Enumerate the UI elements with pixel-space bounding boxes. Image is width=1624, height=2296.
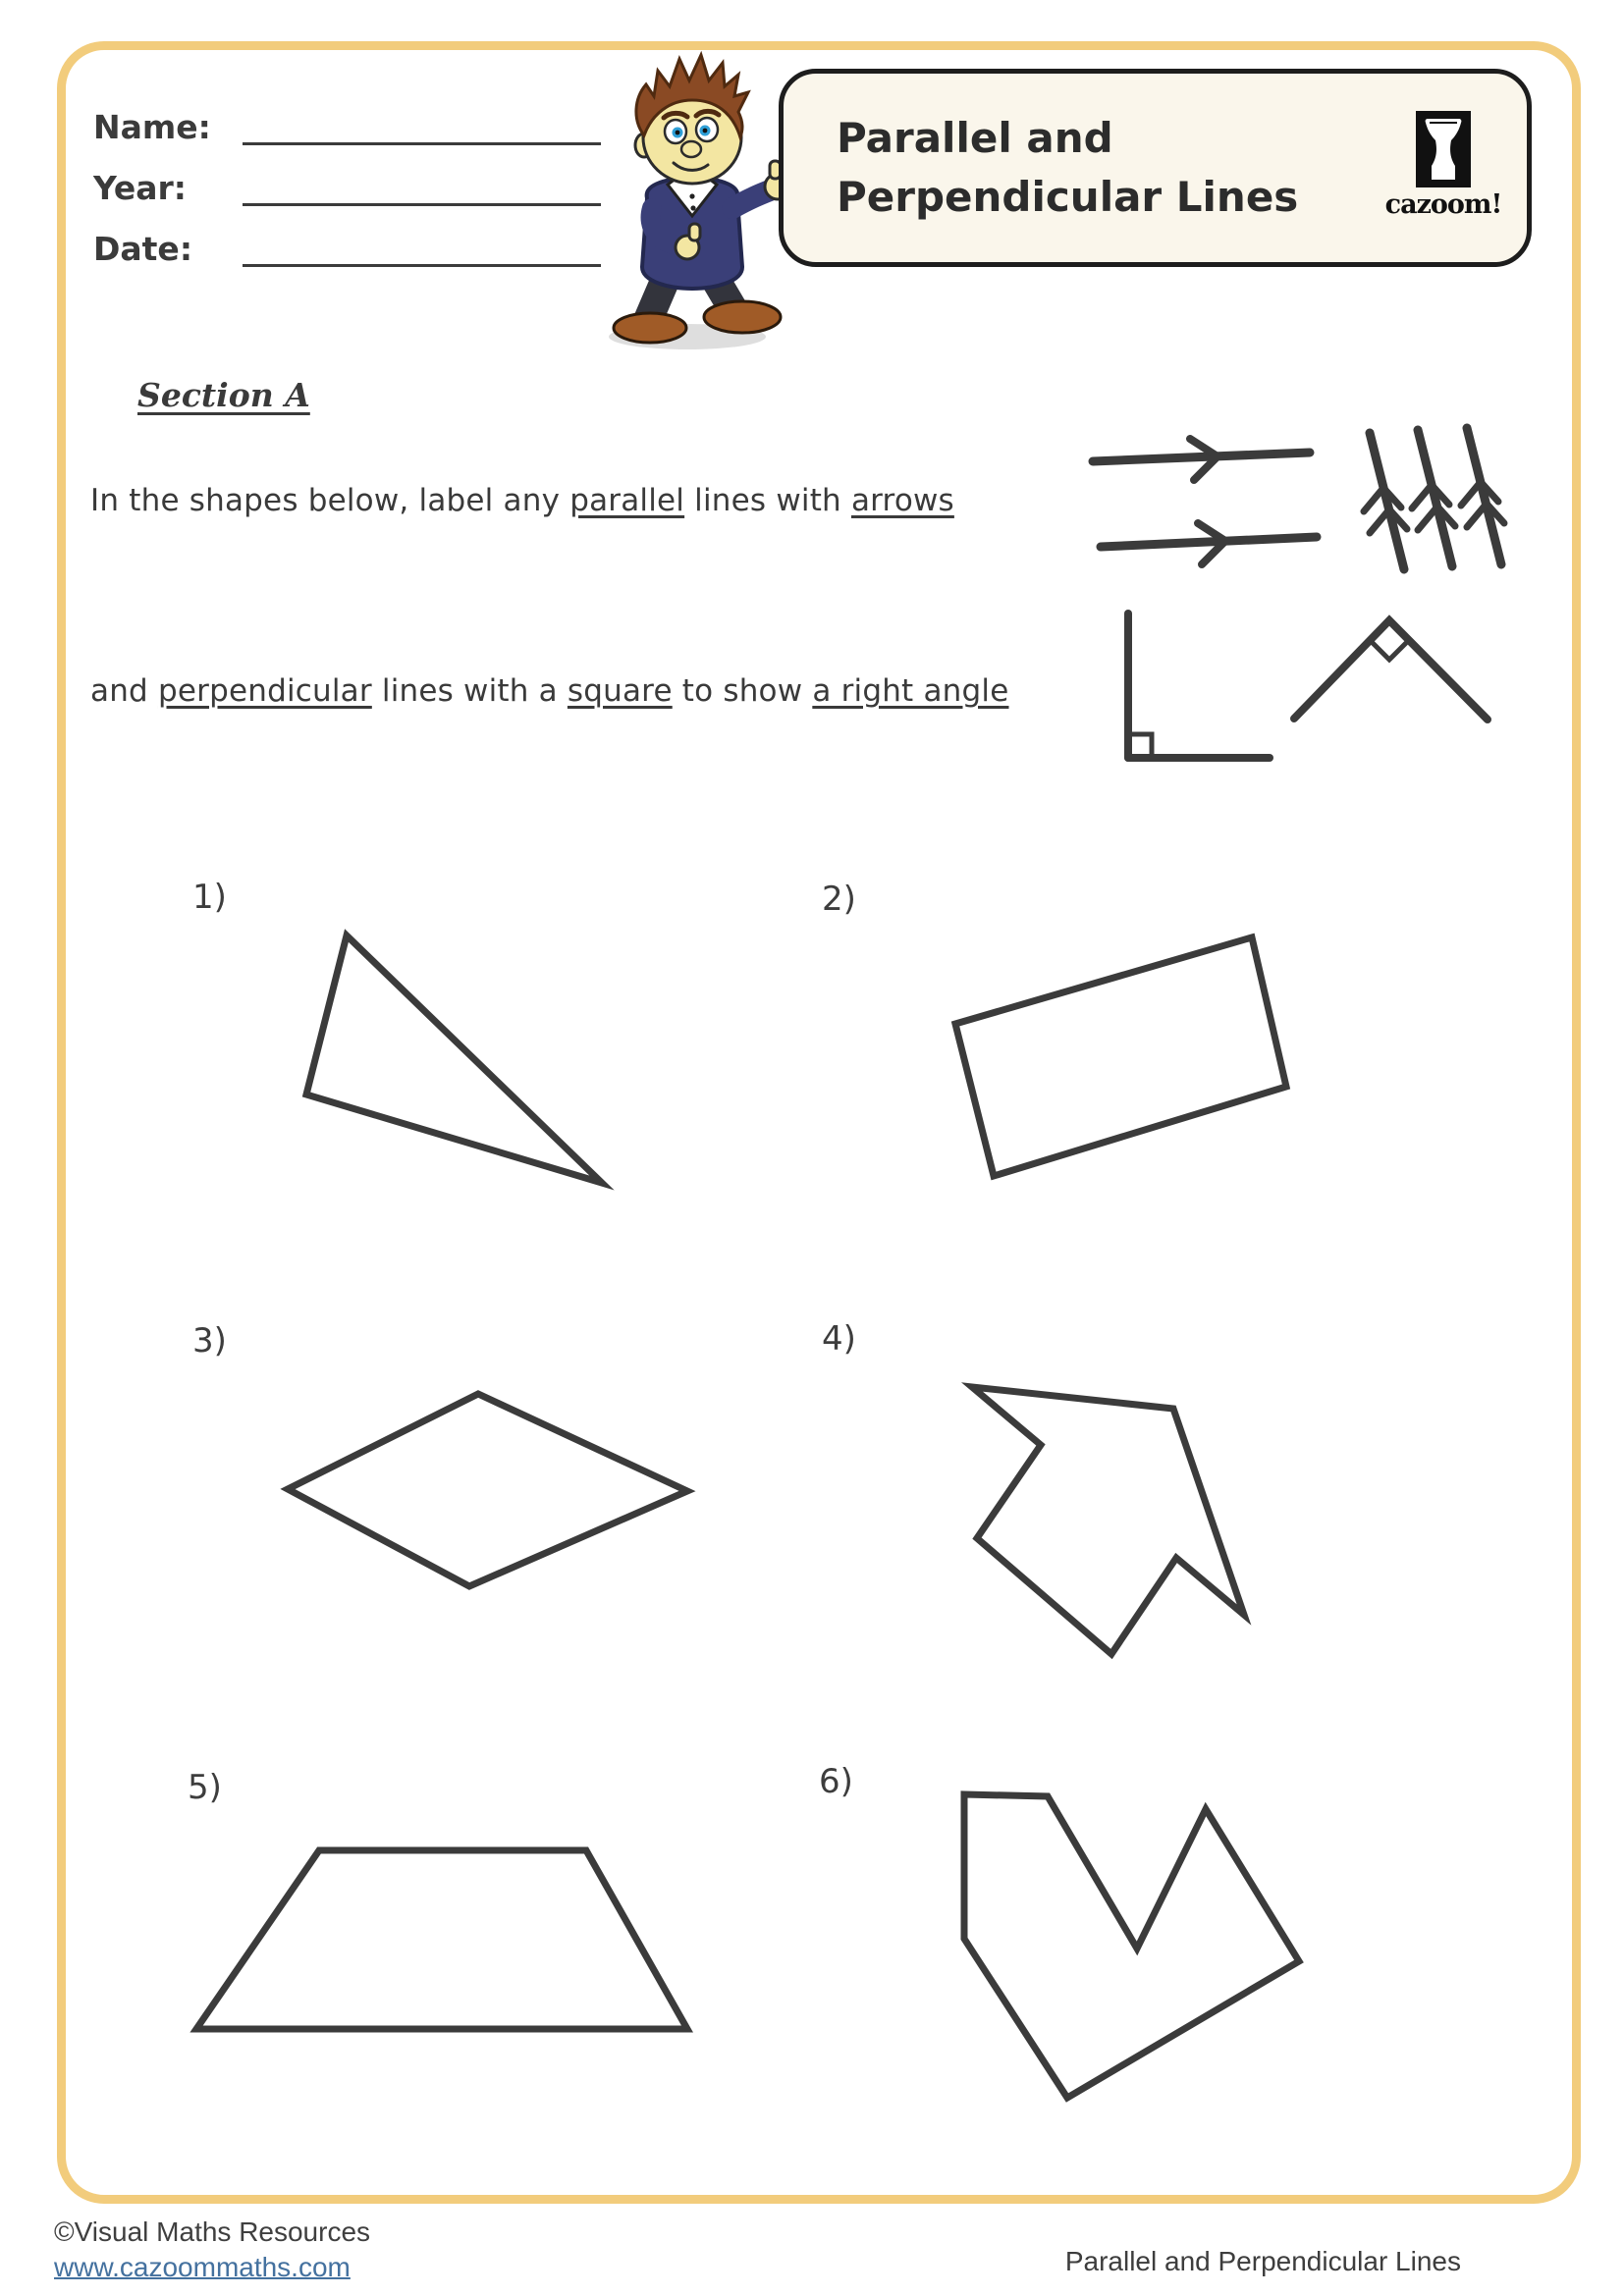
shape-label-trapezium: 5) [188,1768,222,1807]
worksheet-title [837,109,1298,226]
year-field-line[interactable] [243,158,601,206]
year-field-row [93,145,614,206]
cazoom-logo [1378,111,1509,220]
date-field-line[interactable] [243,219,601,267]
shape-label-rhombus: 3) [192,1321,227,1361]
underlined-term: a right angle [812,673,1009,709]
text-run: In the shapes below, label any [90,483,570,518]
underlined-term: square [567,673,673,709]
section-heading: Section A [137,376,310,414]
text-run: to show [672,673,813,709]
cazoom-logo-text: cazoom! [1384,189,1502,220]
text-run: lines with a [371,673,568,709]
website-link[interactable]: www.cazoommaths.com [54,2251,351,2282]
underlined-term: arrows [850,483,954,518]
name-field-line[interactable] [243,97,601,145]
worksheet-title-line1: Parallel and [837,114,1113,162]
instruction-parallel [90,483,954,518]
date-field-label: Date: [93,229,193,268]
underlined-term: perpendicular [157,673,372,709]
shape-label-chevron-heptagon: 6) [819,1762,853,1801]
header-fields [93,84,614,267]
footer-worksheet-title: Parallel and Perpendicular Lines [1064,2246,1461,2276]
shape-label-triangle: 1) [192,878,227,917]
shape-label-arrow-heptagon: 4) [822,1319,856,1359]
underlined-term: parallel [569,483,685,518]
drum-logo-icon [1416,111,1471,187]
name-field-label: Name: [93,107,211,146]
instruction-perpendicular [90,673,1008,709]
shape-label-rectangle: 2) [822,880,856,919]
footer-left [54,2215,370,2285]
text-run: and [90,673,158,709]
title-box [779,69,1532,267]
year-field-label: Year: [93,168,187,207]
mascot-illustration [585,41,799,350]
date-field-row [93,206,614,267]
page-border [57,41,1581,2204]
text-run: lines with [684,483,851,518]
worksheet-title-line2: Perpendicular Lines [837,172,1299,221]
name-field-row [93,84,614,145]
copyright-text: ©Visual Maths Resources [54,2216,371,2247]
